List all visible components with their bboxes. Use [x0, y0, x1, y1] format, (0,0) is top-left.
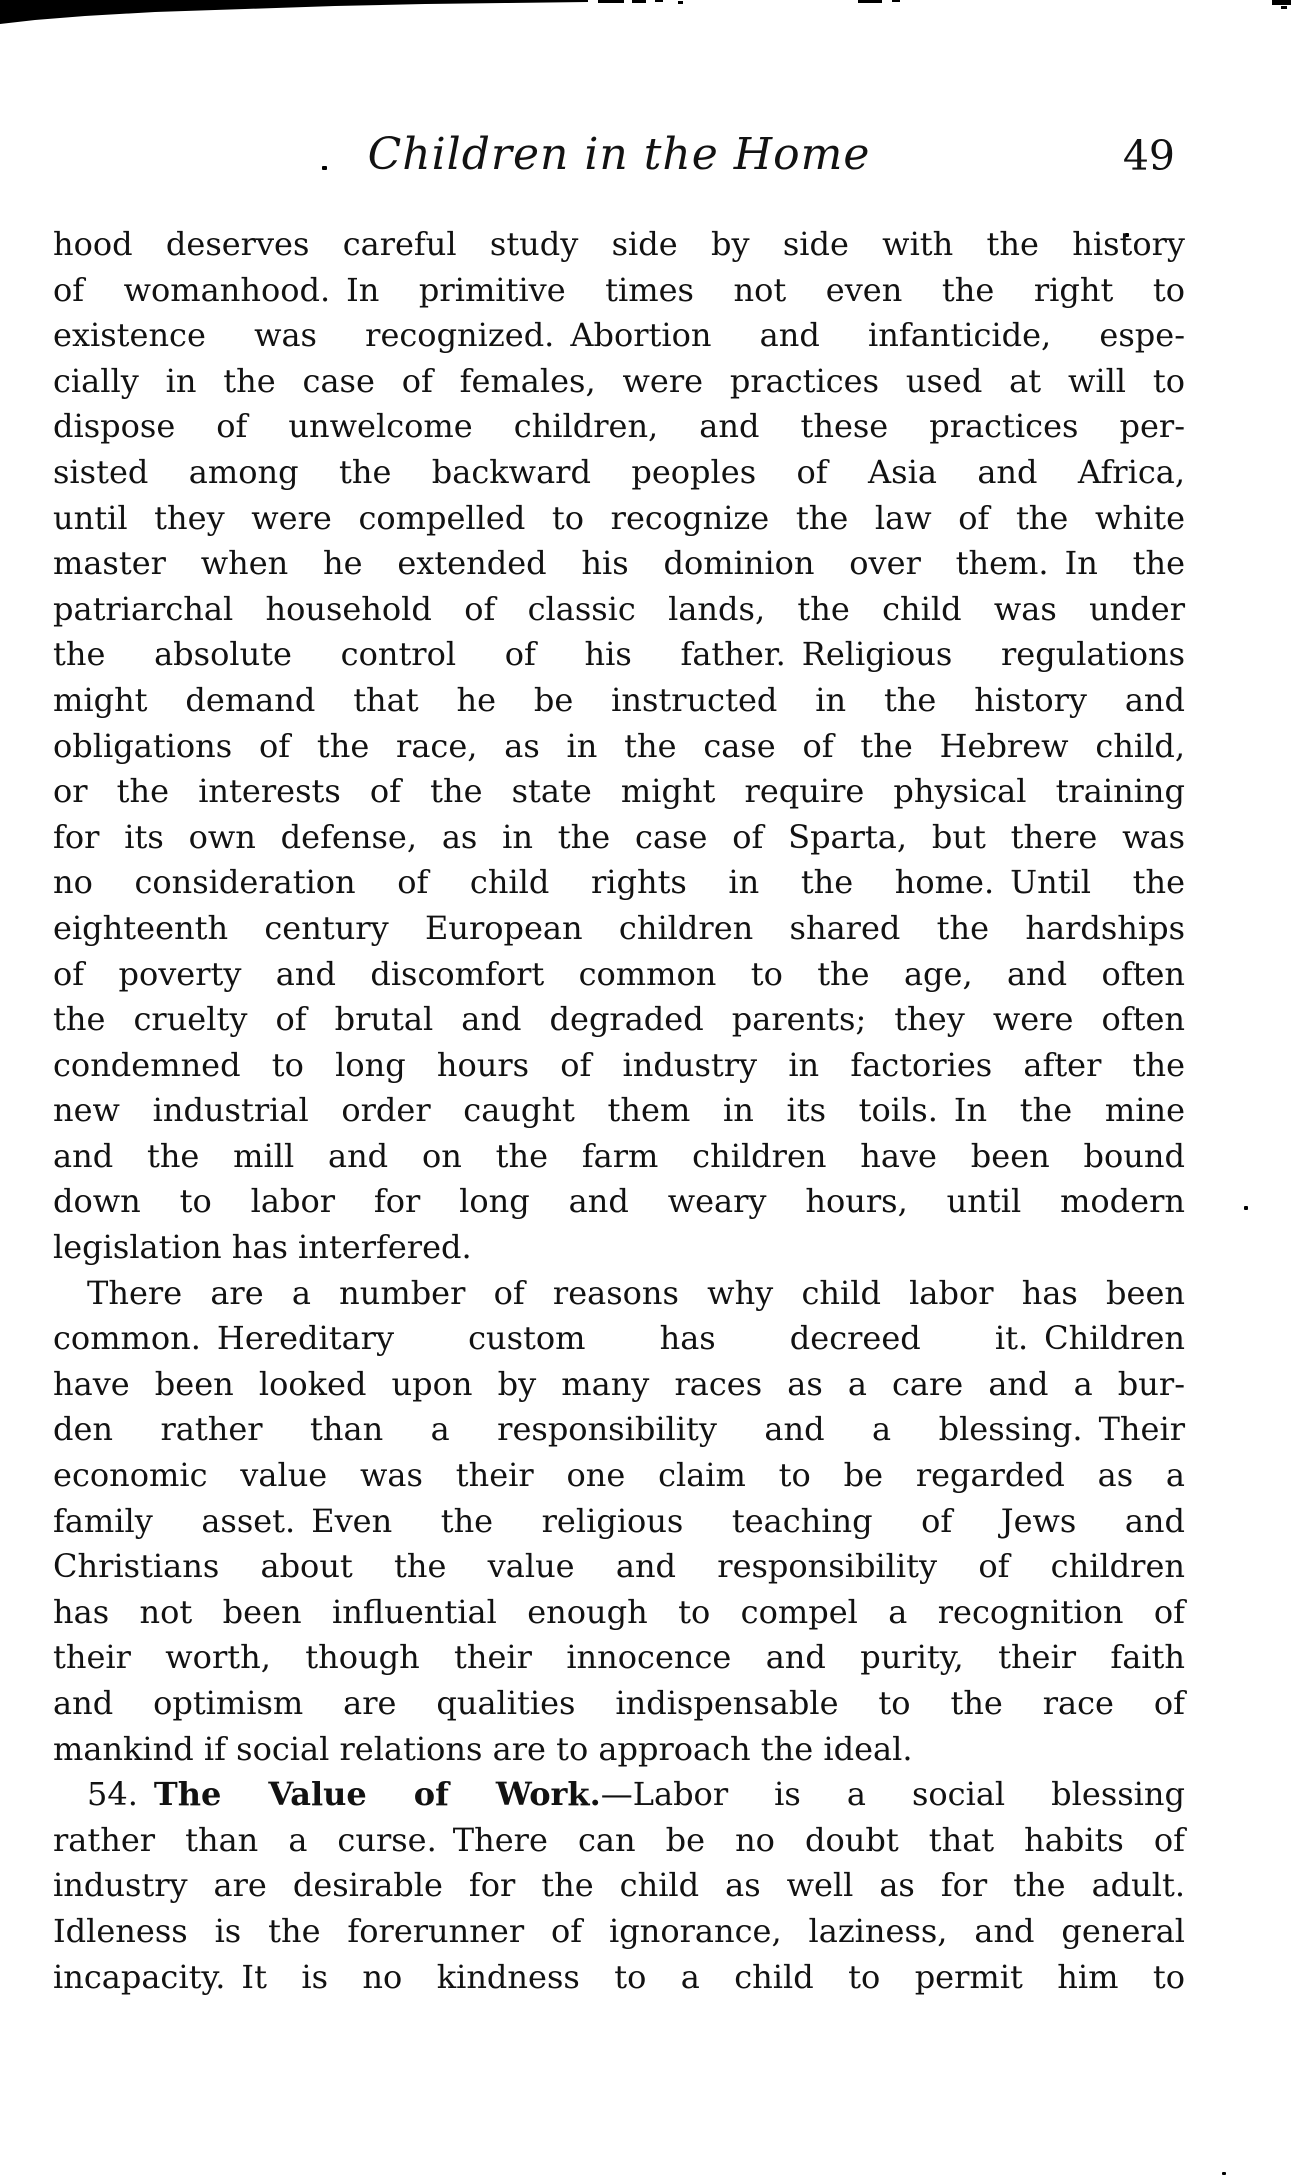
text-line: of womanhood. In primitive times not even the right to: [53, 270, 1185, 309]
text-line: their worth, though their innocence and purity, their faith: [53, 1638, 1185, 1677]
text-line: no consideration of child rights in the home. Until the: [53, 863, 1185, 902]
text-line: common. Hereditary custom has decreed it. Children: [53, 1319, 1185, 1358]
text-line: and optimism are qualities indispensable to the race of: [53, 1684, 1185, 1722]
text-line: family asset. Even the religious teaching of Jews and: [53, 1501, 1185, 1540]
text-line: economic value was their one claim to be regarded as a: [53, 1456, 1185, 1495]
body-text: [53, 222, 1185, 2000]
text-line: den rather than a responsibility and a blessing. Their: [53, 1410, 1185, 1449]
text-line: of poverty and discomfort common to the age, and often: [53, 954, 1185, 993]
text-line: rather than a curse. There can be no doubt that habits of: [53, 1820, 1185, 1859]
page-number: 49: [1122, 132, 1175, 180]
text-line: has not been influential enough to compel a recognition of: [53, 1592, 1185, 1631]
text-line: for its own defense, as in the case of Sparta, but there was: [53, 817, 1185, 856]
text-line: down to labor for long and weary hours, until modern: [53, 1182, 1185, 1221]
text-line: might demand that he be instructed in the history and: [53, 680, 1185, 719]
text-line: have been looked upon by many races as a care and a bur-: [53, 1364, 1185, 1403]
text-line: Christians about the value and responsibility of children: [53, 1547, 1185, 1586]
page-header: [53, 0, 1185, 210]
text-line: mankind if social relations are to approach the ideal.: [53, 1729, 913, 1768]
scan-speck: [1222, 2172, 1226, 2175]
section-number: 54.: [87, 1775, 154, 1814]
text-line: obligations of the race, as in the case of the Hebrew child,: [53, 726, 1185, 765]
text-line: and the mill and on the farm children have been bound: [53, 1136, 1185, 1175]
text-line: patriarchal household of classic lands, the child was under: [53, 589, 1185, 628]
running-title: Children in the Home: [367, 129, 871, 180]
section-lead-text: —Labor is a social blessing: [600, 1775, 1186, 1814]
text-line: or the interests of the state might require physical training: [53, 772, 1185, 811]
text-line: existence was recognized. Abortion and infanticide, espe-: [53, 316, 1185, 355]
section-heading: The Value of Work.: [153, 1775, 601, 1814]
text-line: eighteenth century European children shared the hardships: [53, 908, 1185, 947]
text-line: until they were compelled to recognize the law of the white: [53, 498, 1185, 537]
text-line: the cruelty of brutal and degraded parents; they were often: [53, 1000, 1185, 1039]
paragraph: [53, 1271, 1185, 1773]
text-line: legislation has interfered.: [53, 1228, 472, 1267]
text-line: master when he extended his dominion over them. In the: [53, 544, 1185, 583]
text-line: cially in the case of females, were practices used at will to: [53, 361, 1185, 400]
text-line: sisted among the backward peoples of Asia and Africa,: [53, 452, 1185, 491]
paragraph: [53, 222, 1185, 1271]
text-line: the absolute control of his father. Religious regulations: [53, 635, 1185, 674]
paragraph: [53, 1772, 1185, 2000]
text-line: condemned to long hours of industry in factories after the: [53, 1045, 1185, 1084]
text-line: dispose of unwelcome children, and these practices per-: [53, 407, 1185, 446]
text-line: industry are desirable for the child as well as for the adult.: [53, 1866, 1185, 1905]
scan-speck: [1244, 1206, 1248, 1210]
text-line: hood deserves careful study side by side with the history: [53, 225, 1185, 263]
text-line: incapacity. It is no kindness to a child to permit him to: [53, 1957, 1185, 1996]
text-line: Idleness is the forerunner of ignorance, laziness, and general: [53, 1911, 1185, 1950]
text-line: new industrial order caught them in its toils. In the mine: [53, 1091, 1185, 1130]
text-line: There are a number of reasons why child labor has been: [87, 1273, 1185, 1312]
text-line: [53, 1772, 1185, 1818]
